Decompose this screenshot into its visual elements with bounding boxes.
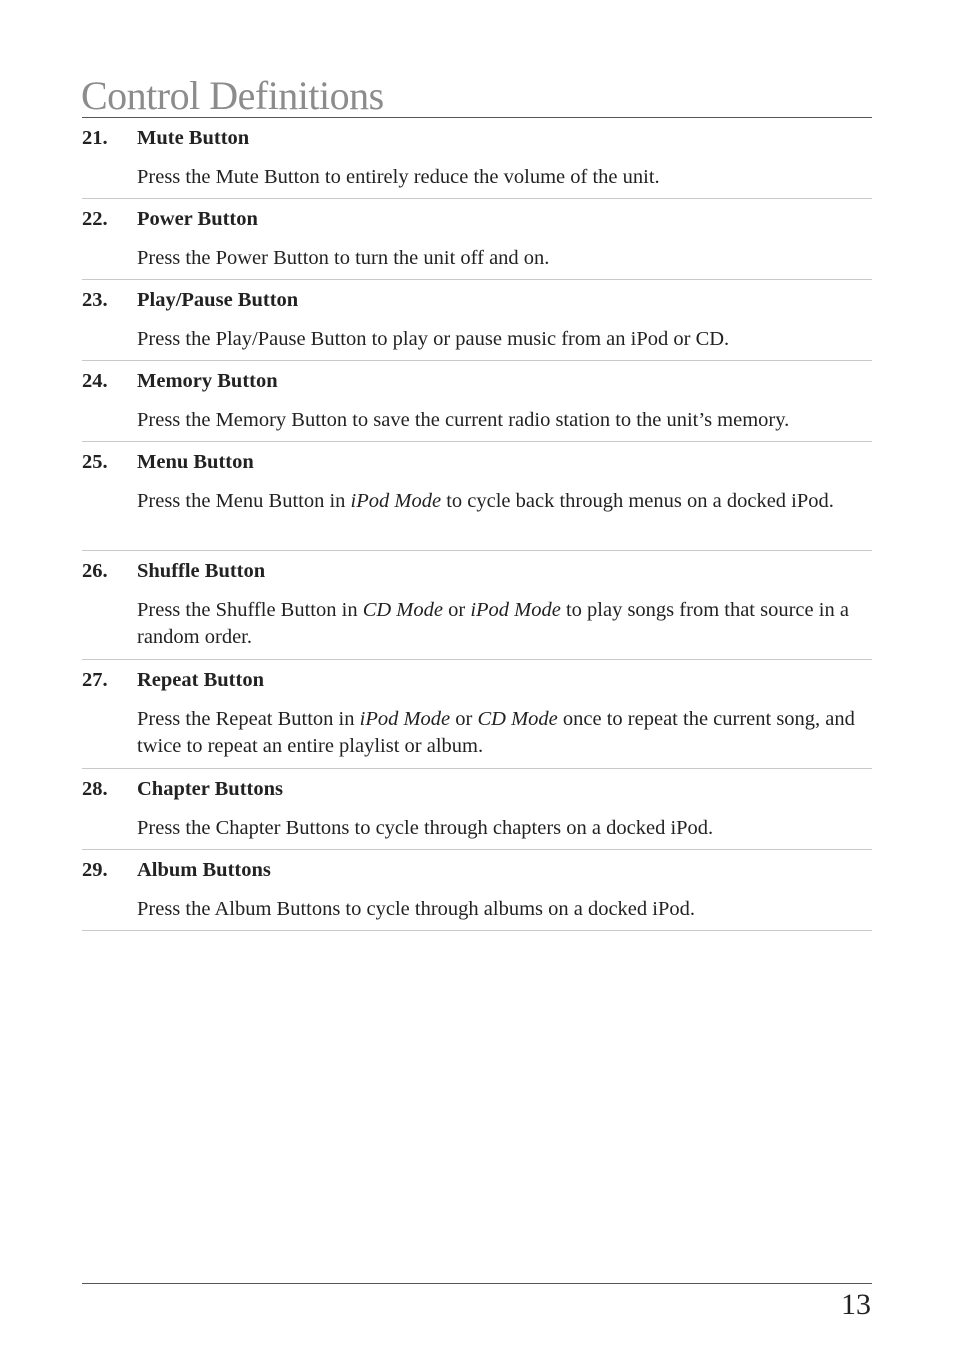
footer-divider bbox=[82, 1283, 872, 1284]
description-text: Press the Power Button to turn the unit off and on. bbox=[137, 247, 550, 269]
item-title: Album Buttons bbox=[137, 859, 271, 881]
item-title: Mute Button bbox=[137, 127, 250, 149]
item-title: Power Button bbox=[137, 208, 258, 230]
item-number: 24. bbox=[82, 370, 108, 392]
item-description bbox=[137, 326, 867, 353]
page-title: Control Definitions bbox=[81, 73, 384, 118]
list-item bbox=[82, 769, 872, 850]
item-number: 23. bbox=[82, 289, 108, 311]
item-number: 26. bbox=[82, 560, 108, 582]
list-item bbox=[82, 442, 872, 551]
list-item bbox=[82, 551, 872, 660]
description-text: Press the Repeat Button in bbox=[137, 708, 360, 730]
mode-name: iPod Mode bbox=[350, 490, 442, 512]
item-title: Menu Button bbox=[137, 451, 254, 473]
description-text: Press the Menu Button in bbox=[137, 490, 351, 512]
item-number: 28. bbox=[82, 778, 108, 800]
item-title: Repeat Button bbox=[137, 669, 264, 691]
page-number: 13 bbox=[841, 1288, 871, 1321]
description-text: Press the Play/Pause Button to play or pause music from an iPod or CD. bbox=[137, 328, 730, 350]
description-text: Press the Chapter Buttons to cycle through chapters on a docked iPod. bbox=[137, 817, 714, 839]
description-text: Press the Album Buttons to cycle through albums on a docked iPod. bbox=[137, 898, 696, 920]
item-title: Play/Pause Button bbox=[137, 289, 299, 311]
item-description bbox=[137, 706, 867, 760]
list-item bbox=[82, 361, 872, 442]
mode-name: CD Mode bbox=[362, 599, 443, 621]
description-text: Press the Shuffle Button in bbox=[137, 599, 363, 621]
item-number: 21. bbox=[82, 127, 108, 149]
item-number: 22. bbox=[82, 208, 108, 230]
list-item bbox=[82, 118, 872, 199]
item-title: Memory Button bbox=[137, 370, 278, 392]
item-number: 27. bbox=[82, 669, 108, 691]
item-description bbox=[137, 164, 867, 191]
description-text: once to repeat the current song, and twice to repeat an entire playlist or album. bbox=[137, 708, 855, 757]
list-item bbox=[82, 850, 872, 931]
item-title: Shuffle Button bbox=[137, 560, 266, 582]
item-description bbox=[137, 407, 867, 434]
mode-name: iPod Mode bbox=[470, 599, 561, 621]
description-text: to play songs from that source in a random order. bbox=[137, 599, 849, 648]
item-description bbox=[137, 488, 867, 515]
item-description bbox=[137, 815, 867, 842]
item-number: 25. bbox=[82, 451, 108, 473]
control-definitions-list bbox=[82, 118, 872, 931]
description-text: Press the Memory Button to save the current radio station to the unit’s memory. bbox=[137, 409, 790, 431]
description-text: or bbox=[442, 599, 471, 621]
list-item bbox=[82, 280, 872, 361]
item-description bbox=[137, 597, 867, 651]
mode-name: iPod Mode bbox=[359, 708, 451, 730]
description-text: to cycle back through menus on a docked iPod. bbox=[441, 490, 834, 512]
mode-name: CD Mode bbox=[477, 708, 558, 730]
list-item bbox=[82, 199, 872, 280]
description-text: Press the Mute Button to entirely reduce the volume of the unit. bbox=[137, 166, 660, 188]
item-description bbox=[137, 245, 867, 272]
description-text: or bbox=[450, 708, 478, 730]
item-number: 29. bbox=[82, 859, 108, 881]
list-item bbox=[82, 660, 872, 769]
item-description bbox=[137, 896, 867, 923]
item-title: Chapter Buttons bbox=[137, 778, 283, 800]
